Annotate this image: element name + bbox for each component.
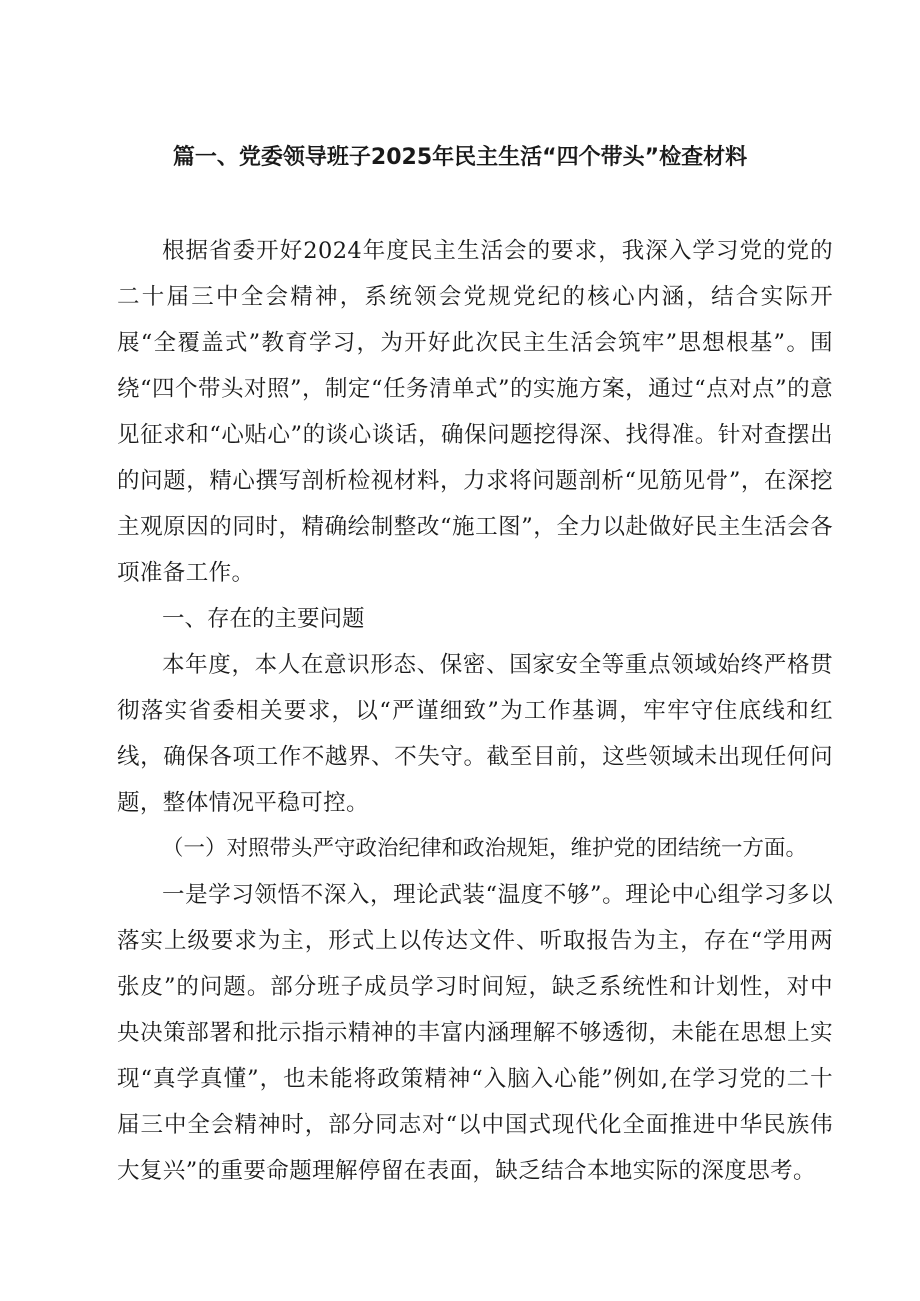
section-paragraph: 本年度，本人在意识形态、保密、国家安全等重点领域始终严格贯彻落实省委相关要求，以“严谨细致”为工作基调，牢牢守住底线和红线，确保各项工作不越界、不失守。截至目前，这些领域未出现任何问题，整体情况平稳可控。 [117,652,833,816]
document-body [117,228,833,1194]
intro-paragraph: 根据省委开好2024年度民主生活会的要求，我深入学习党的党的二十届三中全会精神，系统领会党规党纪的核心内涵，结合实际开展“全覆盖式”教育学习，为开好此次民主生活会筑牢”思想根基”。围绕“四个带头对照”，制定“任务清单式”的实施方案，通过“点对点”的意见征求和“心贴心”的谈心谈话，确保问题挖得深、找得准。针对查摆出的问题，精心撰写剖析检视材料，力求将问题剖析“见筋见骨”，在深挖主观原因的同时，精确绘制整改“施工图”，全力以赴做好民主生活会各项准备工作。 [117,238,833,586]
section-heading: 一、存在的主要问题 [162,606,365,632]
document-title: 篇一、党委领导班子2025年民主生活“四个带头”检查材料 [172,145,748,170]
subsection-paragraph: 一是学习领悟不深入，理论武装“温度不够”。理论中心组学习多以落实上级要求为主，形式上以传达文件、听取报告为主，存在“学用两张皮”的问题。部分班子成员学习时间短，缺乏系统性和计划性，对中央决策部署和批示指示精神的丰富内涵理解不够透彻，未能在思想上实现“真学真懂”，也未能将政策精神“入脑入心能”例如,在学习党的二十届三中全会精神时，部分同志对“以中国式现代化全面推进中华民族伟大复兴”的重要命题理解停留在表面，缺乏结合本地实际的深度思考。 [117,882,833,1184]
subsection-heading: （一）对照带头严守政治纪律和政治规矩，维护党的团结统一方面。 [162,836,808,861]
